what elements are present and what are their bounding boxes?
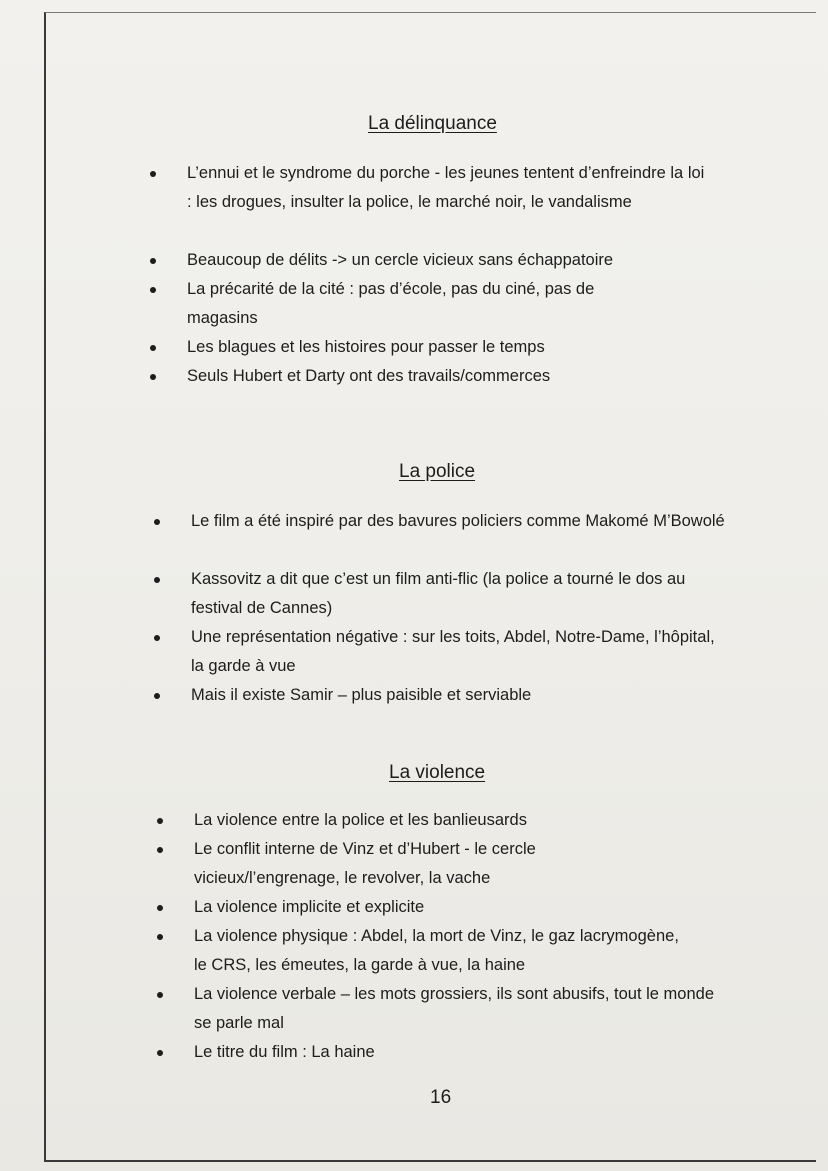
bullet-icon: [154, 519, 160, 525]
bullet-icon: [150, 258, 156, 264]
list-item-text: Une représentation négative : sur les toits, Abdel, Notre-Dame, l’hôpital, la garde à vue: [191, 628, 715, 675]
list-item: [154, 565, 726, 623]
list-item: [157, 806, 732, 835]
list-item-text: Le titre du film : La haine: [194, 1043, 375, 1061]
list-item: [154, 623, 726, 681]
section-title-violence: La violence: [389, 762, 486, 783]
section-title-delinquance: La délinquance: [368, 113, 497, 134]
bullet-icon: [150, 287, 156, 293]
bullet-list-delinquance: [150, 159, 710, 391]
list-item: [157, 922, 732, 980]
bullet-icon: [157, 847, 163, 853]
bullet-icon: [150, 171, 156, 177]
bullet-list-police: [154, 507, 726, 710]
page-number: 16: [430, 1087, 452, 1108]
bullet-icon: [157, 905, 163, 911]
list-item-text: Le conflit interne de Vinz et d’Hubert - le cercle vicieux/l’engrenage, le revolver, la vache: [194, 840, 536, 887]
list-item-text: La violence implicite et explicite: [194, 898, 425, 916]
list-item-text: La violence entre la police et les banlieusards: [194, 811, 527, 829]
list-item: [150, 246, 710, 275]
list-item: [150, 362, 710, 391]
list-item: [154, 507, 726, 565]
list-item-text: Seuls Hubert et Darty ont des travails/commerces: [187, 367, 551, 385]
list-item: [157, 980, 732, 1038]
list-item-text: Kassovitz a dit que c’est un film anti-flic (la police a tourné le dos au festival de Cannes): [191, 570, 686, 617]
list-item: [154, 681, 726, 710]
list-item: [150, 275, 710, 333]
section-title-police: La police: [399, 461, 476, 482]
list-item-text: La violence physique : Abdel, la mort de Vinz, le gaz lacrymogène, le CRS, les émeutes, la garde à vue, la haine: [194, 927, 679, 974]
list-item: [157, 1038, 732, 1067]
list-item-text: La précarité de la cité : pas d’école, pas du ciné, pas de magasins: [187, 280, 595, 327]
list-item: [150, 333, 710, 362]
list-item: [157, 835, 732, 893]
bullet-icon: [154, 635, 160, 641]
list-item-text: La violence verbale – les mots grossiers, ils sont abusifs, tout le monde se parle mal: [194, 985, 715, 1032]
bullet-list-violence: [157, 806, 732, 1067]
bullet-icon: [157, 1050, 163, 1056]
bullet-icon: [157, 818, 163, 824]
bullet-icon: [154, 577, 160, 583]
bullet-icon: [154, 693, 160, 699]
bullet-icon: [157, 992, 163, 998]
bullet-icon: [150, 374, 156, 380]
bullet-icon: [157, 934, 163, 940]
list-item-text: L’ennui et le syndrome du porche - les jeunes tentent d’enfreindre la loi : les drogues, insulter la police, le marché noir, le vandalisme: [187, 164, 705, 211]
list-item: [157, 893, 732, 922]
list-item-text: Beaucoup de délits -> un cercle vicieux sans échappatoire: [187, 251, 614, 269]
bullet-icon: [150, 345, 156, 351]
list-item-text: Mais il existe Samir – plus paisible et serviable: [191, 686, 532, 704]
list-item-text: Les blagues et les histoires pour passer le temps: [187, 338, 545, 356]
list-item-text: Le film a été inspiré par des bavures policiers comme Makomé M’Bowolé: [191, 512, 725, 530]
list-item: [150, 159, 710, 246]
